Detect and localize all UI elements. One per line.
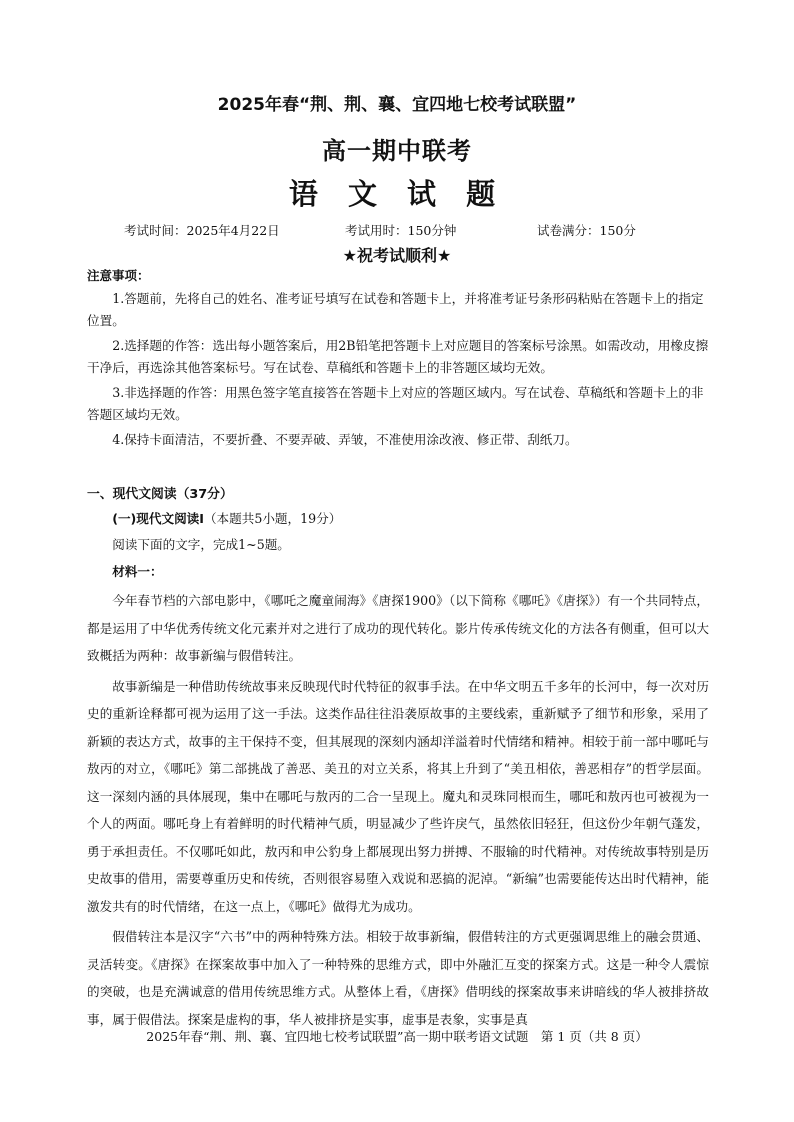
- material-label: 材料一：: [112, 564, 163, 579]
- sub-section-heading: [87, 510, 709, 528]
- full-score: 试卷满分：150分: [537, 223, 636, 238]
- section-heading: 一、现代文阅读（37分）: [87, 487, 233, 502]
- notice-title: 注意事项：: [87, 268, 150, 283]
- notice-item: 2.选择题的作答：选出每小题答案后，用2B铅笔把答题卡上对应题目的答案标号涂黑。如需改动，用橡皮擦干净后，再选涂其他答案标号。写在试卷、草稿纸和答题卡上的非答题区域均无效。: [87, 338, 709, 375]
- exam-name: 高一期中联考: [322, 136, 472, 165]
- reading-instruction: 阅读下面的文字，完成1~5题。: [112, 537, 290, 552]
- passage-paragraph: 假借转注本是汉字“六书”中的两种特殊方法。相较于故事新编，假借转注的方式更强调思维上的融会贯通、灵活转变。《唐探》在探案故事中加入了一种特殊的思维方式，即中外融汇互变的探案方式。这是一种令人震惊的突破，也是充满诚意的借用传统思维方式。从整体上看，《唐探》借明线的探案故事来讲暗线的华人被排挤故事，属于假借法。探案是虚构的事，华人被排挤是实事，虚事是表象，实事是真: [87, 929, 709, 1027]
- notice-item: 1.答题前，先将自己的姓名、准考证号填写在试卷和答题卡上，并将准考证号条形码粘贴在答题卡上的指定位置。: [87, 291, 704, 328]
- sub-section-title: (一)现代文阅读I: [112, 511, 204, 526]
- notice-item: 3.非选择题的作答：用黑色签字笔直接答在答题卡上对应的答题区域内。写在试卷、草稿纸和答题卡上的非答题区域均无效。: [87, 385, 704, 422]
- exam-duration: 考试用时：150分钟: [345, 223, 457, 238]
- good-luck-banner: ★祝考试顺利★: [342, 246, 452, 265]
- exam-body: [87, 266, 709, 1036]
- sub-section-note: （本题共5小题，19分）: [203, 511, 342, 526]
- passage-paragraph: 今年春节档的六部电影中，《哪吒之魔童闹海》《唐探1900》（以下简称《哪吒》《唐探》）有一个共同特点，都是运用了中华优秀传统文化元素并对之进行了成功的现代转化。影片传承传统文化的方法各有侧重，但可以大致概括为两种：故事新编与假借转注。: [87, 593, 709, 663]
- passage-paragraph: 故事新编是一种借助传统故事来反映现代时代特征的叙事手法。在中华文明五千多年的长河中，每一次对历史的重新诠释都可视为运用了这一手法。这类作品往往沿袭原故事的主要线索，重新赋予了细节和形象，采用了新颖的表达方式，故事的主干保持不变，但其展现的深刻内涵却洋溢着时代情绪和精神。相较于前一部中哪吒与敖丙的对立，《哪吒》第二部挑战了善恶、美丑的对立关系，将其上升到了“美丑相依，善恶相存”的哲学层面。这一深刻内涵的具体展现，集中在哪吒与敖丙的二合一呈现上。魔丸和灵珠同根而生，哪吒和敖丙也可被视为一个人的两面。哪吒身上有着鲜明的时代精神气质，明显减少了些许戾气，虽然依旧轻狂，但这份少年朝气蓬发，勇于承担责任。不仅哪吒如此，敖丙和申公豹身上都展现出努力拼搏、不服输的时代精神。对传统故事特别是历史故事的借用，需要尊重历史和传统，否则很容易堕入戏说和恶搞的泥淖。“新编”也需要能传达出时代精神，能激发共有的时代情绪，在这一点上，《哪吒》做得尤为成功。: [87, 678, 709, 914]
- subject-title: 语 文 试 题: [288, 177, 506, 211]
- union-title: 2025年春“荆、荆、襄、宜四地七校考试联盟”: [217, 95, 577, 115]
- exam-meta: [0, 221, 794, 241]
- notice-item: 4.保持卡面清洁，不要折叠、不要弄破、弄皱，不准使用涂改液、修正带、刮纸刀。: [112, 432, 578, 447]
- exam-time: 考试时间：2025年4月22日: [124, 223, 280, 238]
- page-footer: 2025年春“荆、荆、襄、宜四地七校考试联盟”高一期中联考语文试题 第 1 页（共 8 页）: [146, 1029, 648, 1044]
